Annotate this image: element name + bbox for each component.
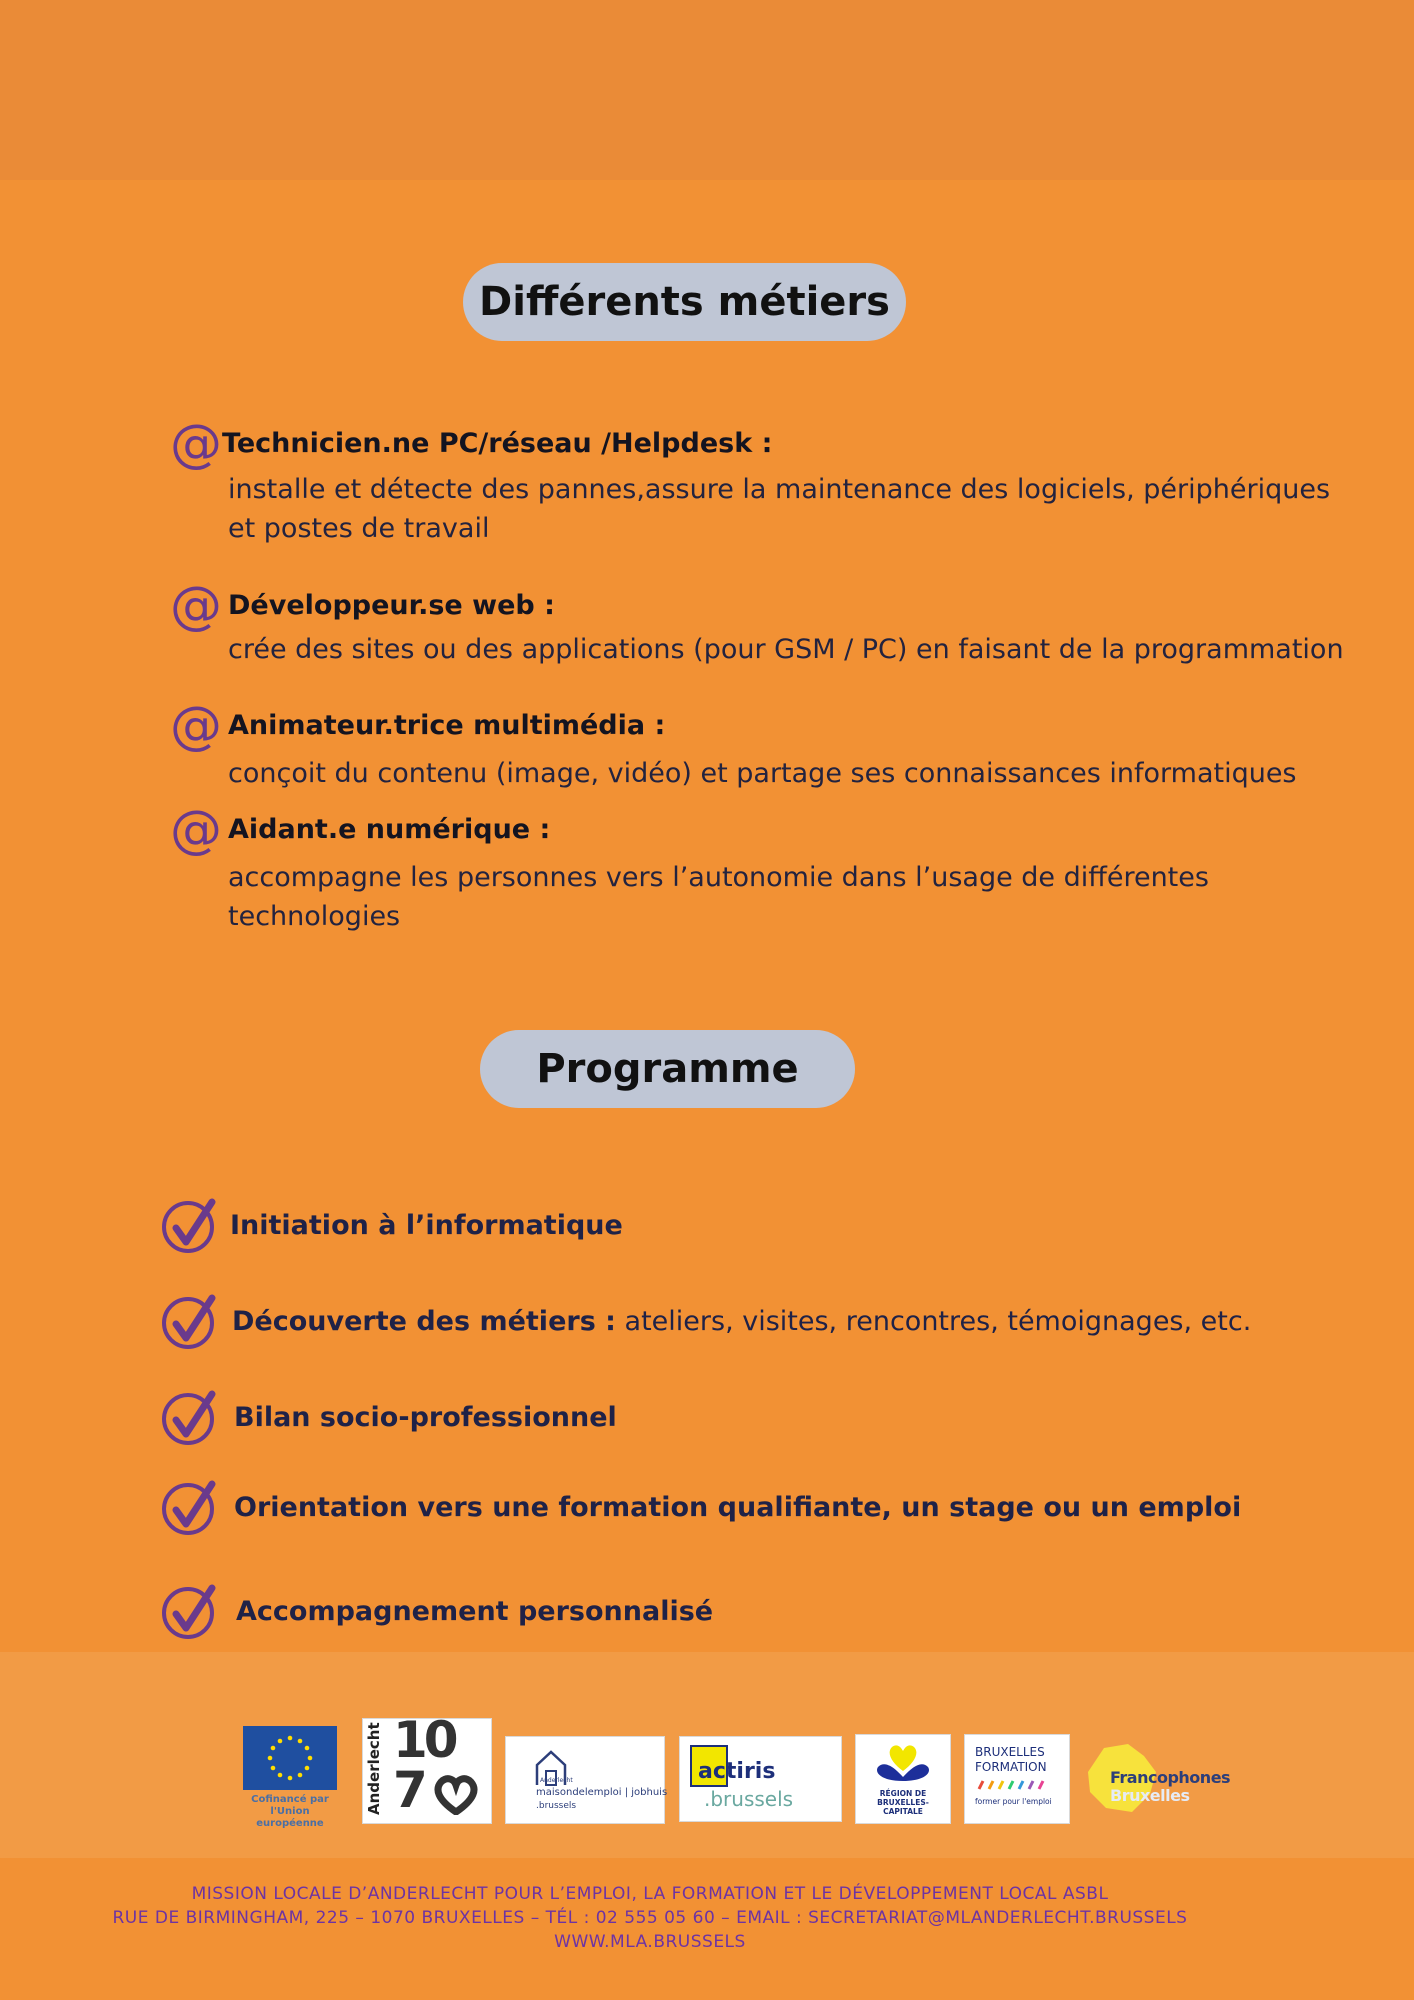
anderlecht-logo: Anderlecht 10 7 [362,1718,492,1824]
francophones-logo: Francophones Bruxelles [1084,1742,1244,1818]
region-iris-icon [870,1741,936,1785]
job-item [170,576,1370,670]
job-desc-line: et postes de travail [228,513,490,544]
eu-logo [243,1726,339,1829]
job-title: Développeur.se web : [228,590,555,621]
bf-text: BRUXELLES FORMATION [975,1745,1047,1774]
job-title: Animateur.trice multimédia : [228,710,666,741]
programme-text: Découverte des métiers : ateliers, visites, rencontres, témoignages, etc. [232,1306,1252,1337]
maisondelemploi-logo: Anderlecht maisondelemploi | jobhuis .brussels [505,1736,665,1824]
programme-text: Orientation vers une formation qualifiante, un stage ou un emploi [234,1492,1242,1523]
job-title: Aidant.e numérique : [228,814,551,845]
heart-icon [433,1775,479,1815]
footer-address: RUE DE BIRMINGHAM, 225 – 1070 BRUXELLES – TÉL : 02 555 05 60 – EMAIL : SECRETARIAT@MLANDERLECHT.BRUSSELS [112,1908,1188,1928]
section-title-metiers [463,263,906,341]
job-title: Technicien.ne PC/réseau /Helpdesk : [222,428,773,459]
check-circle-icon [162,1584,218,1640]
footer-website: WWW.MLA.BRUSSELS [554,1932,746,1952]
bf-stripes-icon [977,1779,1053,1791]
section-title-metiers-text: Différents métiers [479,279,890,325]
top-band [0,0,1414,180]
check-circle-icon [162,1198,218,1254]
region-text: RÉGION DE BRUXELLES- CAPITALE [877,1789,929,1816]
section-title-programme-text: Programme [536,1046,799,1092]
programme-text: Initiation à l’informatique [230,1210,623,1241]
programme-item [162,1198,1362,1254]
at-icon: @ [170,576,222,636]
at-icon: @ [170,800,222,860]
maison-text: maisondelemploi | jobhuis [536,1787,668,1798]
footer-org-name: MISSION LOCALE D’ANDERLECHT POUR L’EMPLOI, LA FORMATION ET LE DÉVELOPPEMENT LOCAL ASBL [191,1884,1109,1904]
job-item [170,800,1370,932]
job-desc: conçoit du contenu (image, vidéo) et partage ses connaissances informatiques [228,758,1297,789]
bruxelles-formation-logo: BRUXELLES FORMATION former pour l'emploi [964,1734,1070,1824]
region-logo [855,1734,951,1824]
section-title-programme [480,1030,855,1108]
eu-flag-icon [243,1726,337,1790]
job-item [170,696,1370,790]
programme-item [162,1584,1362,1640]
check-circle-icon [162,1390,218,1446]
eu-caption: Cofinancé par l'Union européenne [251,1794,329,1829]
footer [0,1858,1414,2000]
programme-item [162,1480,1362,1536]
programme-text: Bilan socio-professionnel [234,1402,617,1433]
actiris-logo: actiris .brussels [679,1736,842,1822]
at-icon: @ [170,414,222,474]
job-item [170,414,1370,548]
job-desc: crée des sites ou des applications (pour GSM / PC) en faisant de la programmation [228,634,1344,665]
job-desc: accompagne les personnes vers l’autonomie dans l’usage de différentes technologies [228,862,1209,932]
partner-logos [0,1652,1414,1858]
programme-text: Accompagnement personnalisé [236,1596,714,1627]
check-circle-icon [162,1294,218,1350]
at-icon: @ [170,696,222,756]
job-desc [228,470,1378,548]
programme-item [162,1294,1362,1350]
check-circle-icon [162,1480,218,1536]
job-desc-line: installe et détecte des pannes,assure la maintenance des logiciels, périphériques [228,474,1331,505]
programme-item [162,1390,1362,1446]
